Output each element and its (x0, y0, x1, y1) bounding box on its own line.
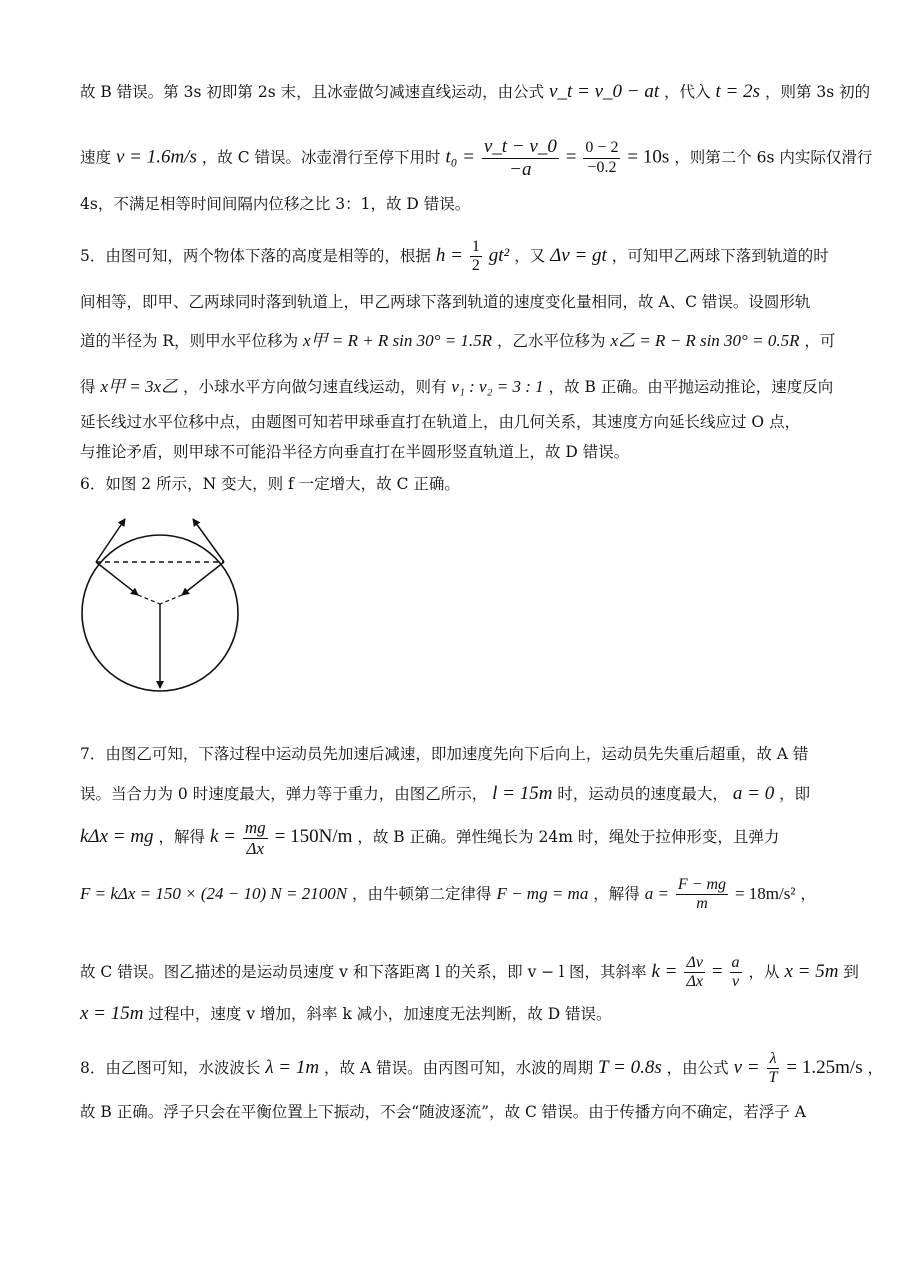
numerator: 1 (470, 238, 482, 257)
text-line: 6．如图 2 所示，N 变大，则 f 一定增大，故 C 正确。 (80, 475, 460, 493)
text: ，可 (804, 332, 836, 350)
formula: l = 15m (492, 783, 553, 804)
fraction (583, 139, 620, 177)
text: ，故 C 错误。冰壶滑行至停下用时 (201, 148, 441, 167)
text-line: 间相等，即甲、乙两球同时落到轨道上，甲乙两球下落到轨道的速度变化量相同，故 A、C 错误。设圆形轨 (80, 293, 811, 311)
formula: T = 0.8s (598, 1056, 662, 1078)
denominator: 2 (471, 257, 480, 275)
numerator: 0 − 2 (583, 139, 620, 158)
formula: v = (733, 1056, 760, 1078)
text: 故 C 错误。图乙描述的是运动员速度 v 和下落距离 l 的关系，即 v − l 图，其斜率 (80, 962, 647, 981)
numerator: Δv (684, 954, 705, 973)
text-line: 与推论矛盾，则甲球不可能沿半径方向垂直打在半圆形竖直轨道上，故 D 错误。 (80, 443, 630, 461)
text: ，解得 (593, 884, 640, 903)
dashed-extension-right (160, 595, 182, 604)
denominator: m (696, 895, 708, 913)
formula: = 18m/s² (734, 883, 796, 903)
text: ， (867, 1058, 884, 1077)
text-line (80, 372, 834, 397)
text: 8．由乙图可知，水波波长 (80, 1058, 261, 1077)
formula: = 150N/m (274, 826, 353, 848)
force-diagram (80, 505, 255, 720)
text-line: 故 B 正确。浮子只会在平衡位置上下振动，不会“随波逐流”，故 C 错误。由于传播方向不确定，若浮子 A (80, 1103, 806, 1121)
denominator: −0.2 (587, 158, 617, 176)
text: ，解得 (158, 828, 206, 847)
text: ，即 (779, 785, 811, 803)
fraction (684, 954, 705, 992)
numerator: mg (244, 818, 266, 837)
formula: Δv = gt (550, 244, 607, 266)
formula: x = 5m (784, 960, 839, 982)
text: ，可知甲乙两球下落到轨道的时 (611, 246, 829, 265)
formula: a = (644, 883, 669, 903)
formula: t = 2s (715, 81, 760, 102)
formula: k = (651, 960, 678, 982)
text-line (80, 818, 825, 858)
text-line (80, 1002, 825, 1025)
text: 故 B 错误。第 3s 初即第 2s 末，且冰壶做匀减速直线运动，由公式 (80, 83, 545, 101)
text: 得 (80, 378, 96, 396)
formula: x = 15m (80, 1003, 144, 1024)
formula: x甲 = R + R sin 30° = 1.5R (303, 331, 493, 350)
friction-arrow-right (193, 519, 224, 562)
denominator: Δx (686, 973, 703, 991)
friction-arrow-left (96, 519, 125, 562)
text-line: 7．由图乙可知，下落过程中运动员先加速后减速，即加速度先向下后向上，运动员先失重后超重，故 A 错 (80, 745, 809, 763)
dashed-extension-left (138, 595, 160, 604)
text: ，故 B 正确。由平抛运动推论，速度反向 (548, 378, 834, 396)
text: ，从 (748, 962, 780, 981)
text: ，又 (514, 246, 546, 265)
formula: x乙 = R − R sin 30° = 0.5R (610, 331, 800, 350)
text-line (80, 80, 871, 103)
numerator: F − mg (676, 876, 728, 895)
text-line (80, 136, 873, 181)
text-line (80, 326, 836, 351)
text-line (80, 954, 859, 992)
formula: v₁ : v₂ = 3 : 1 (451, 377, 544, 396)
text: 道的半径为 R，则甲水平位移为 (80, 332, 299, 350)
formula: = 10s (627, 146, 670, 168)
text: ，则第二个 6s 内实际仅滑行 (674, 148, 873, 167)
fraction (470, 238, 482, 276)
numerator: a (730, 954, 742, 973)
fraction (676, 876, 728, 914)
formula: t₀ = (445, 146, 475, 168)
text: 过程中，速度 v 增加，斜率 k 减小，加速度无法判断，故 D 错误。 (148, 1005, 612, 1023)
formula: h = (435, 244, 463, 266)
fraction (730, 954, 742, 992)
text: 误。当合力为 0 时速度最大，弹力等于重力，由图乙所示， (80, 785, 488, 803)
force-diagram-svg (80, 505, 255, 720)
text: 到 (843, 962, 859, 981)
formula: = (711, 960, 723, 982)
text: 5．由图可知，两个物体下落的高度是相等的，根据 (80, 246, 431, 265)
formula: kΔx = mg (80, 826, 154, 848)
formula: x甲 = 3x乙 (100, 377, 179, 396)
text-line (80, 876, 825, 914)
formula: F − mg = ma (496, 883, 589, 903)
formula: v_t = v_0 − at (549, 81, 660, 102)
formula: k = (209, 826, 236, 848)
formula: λ = 1m (265, 1056, 320, 1078)
text-line: 4s，不满足相等时间间隔内位移之比 3：1，故 D 错误。 (80, 195, 471, 213)
denominator: Δx (246, 838, 265, 858)
text: ，小球水平方向做匀速直线运动，则有 (182, 378, 447, 396)
formula: = 1.25m/s (786, 1056, 863, 1078)
formula: a = 0 (732, 783, 775, 804)
text: 速度 (80, 148, 112, 167)
text: ，故 B 正确。弹性绳长为 24m 时，绳处于拉伸形变，且弹力 (357, 828, 780, 847)
text: ，由牛顿第二定律得 (352, 884, 492, 903)
text: ，则第 3s 初的 (764, 83, 871, 101)
text-line (80, 1050, 884, 1088)
fraction (243, 818, 268, 858)
text: 时，运动员的速度最大， (557, 785, 728, 803)
text-line (80, 782, 825, 805)
fraction (767, 1050, 780, 1088)
formula: = (565, 146, 577, 168)
denominator: −a (509, 158, 532, 180)
text: ， (800, 884, 816, 903)
text: ，乙水平位移为 (497, 332, 606, 350)
text: ，代入 (664, 83, 711, 101)
formula: F = kΔx = 150 × (24 − 10) N = 2100N (80, 883, 348, 903)
normal-arrow-right (182, 562, 224, 595)
denominator: v (731, 973, 740, 991)
formula: gt² (488, 244, 510, 266)
numerator: λ (767, 1050, 780, 1069)
text-line (80, 238, 829, 276)
text: ，故 A 错误。由丙图可知，水波的周期 (324, 1058, 594, 1077)
formula: v = 1.6m/s (115, 146, 197, 168)
numerator: v_t − v_0 (483, 136, 557, 157)
fraction (482, 136, 559, 181)
text-line: 延长线过水平位移中点，由题图可知若甲球垂直打在轨道上，由几何关系，其速度方向延长线应过 O 点， (80, 413, 801, 431)
text: ，由公式 (666, 1058, 729, 1077)
normal-arrow-left (96, 562, 138, 595)
denominator: T (768, 1069, 778, 1087)
